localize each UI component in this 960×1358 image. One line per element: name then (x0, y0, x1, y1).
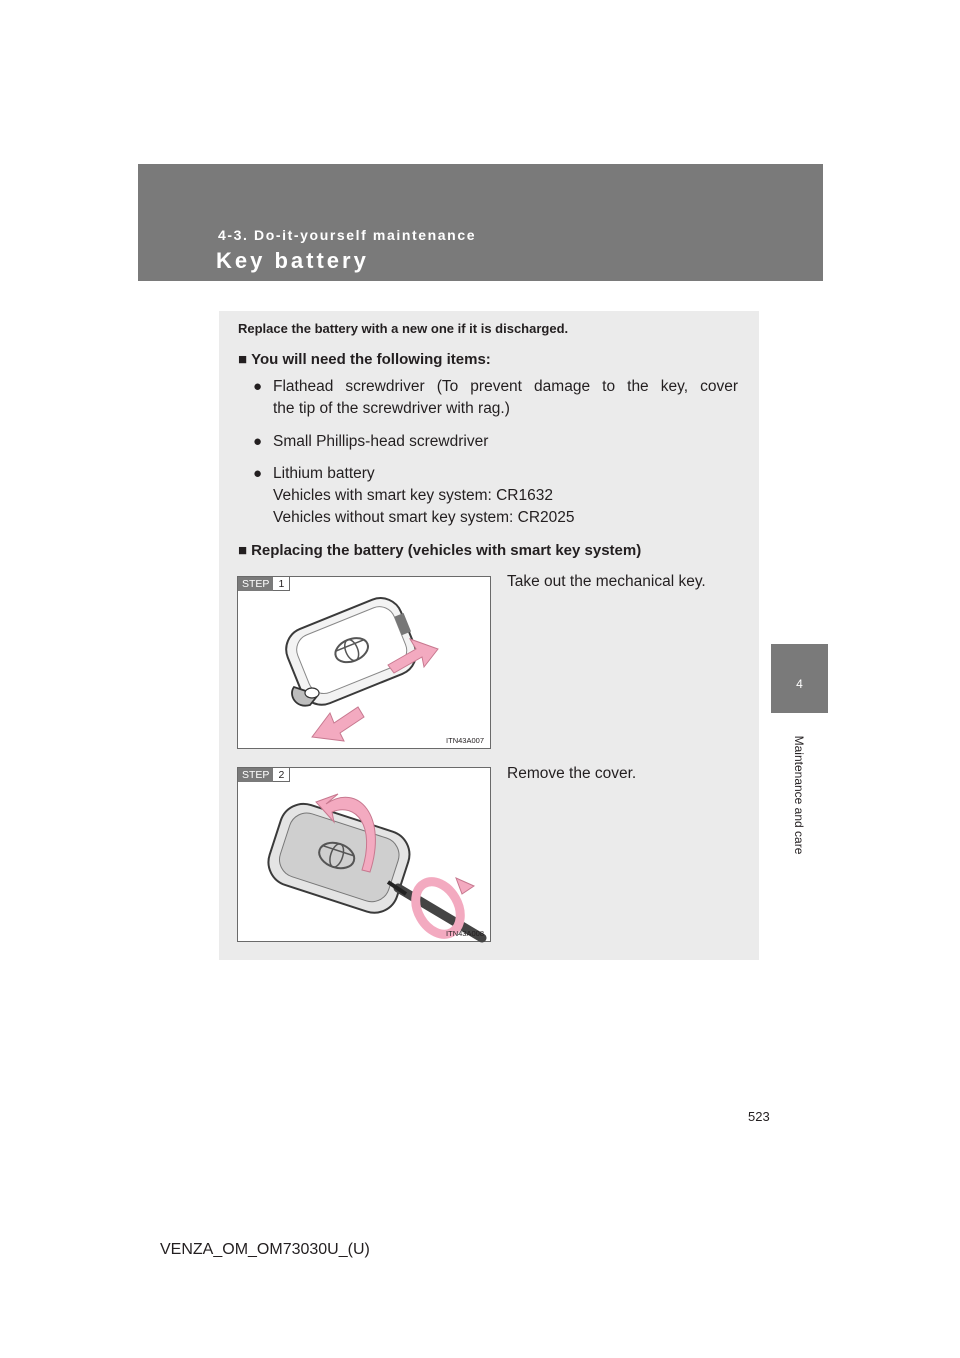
replace-heading (238, 542, 641, 559)
step-1-badge (238, 577, 290, 591)
page-number: 523 (748, 1109, 770, 1124)
item-line: Small Phillips-head screwdriver (273, 433, 489, 450)
replace-heading-text: Replacing the battery (vehicles with smart key system) (251, 542, 642, 559)
remove-mechanical-key-illustration (238, 577, 492, 750)
round-bullet-icon: ● (253, 465, 263, 482)
step-1-text: Take out the mechanical key. (507, 573, 706, 590)
chapter-tab[interactable] (771, 644, 828, 713)
content-box (219, 311, 759, 960)
step-2-text: Remove the cover. (507, 765, 637, 782)
step-number: 2 (273, 768, 290, 782)
chapter-number: 4 (796, 677, 803, 691)
header-band (138, 164, 823, 281)
item-line: the tip of the screwdriver with rag.) (273, 400, 510, 417)
item-line: Lithium battery (273, 465, 375, 482)
items-heading (238, 351, 491, 368)
list-item (253, 376, 738, 420)
step-1-figure (237, 576, 491, 749)
step-number: 1 (273, 577, 290, 591)
intro-text: Replace the battery with a new one if it is discharged. (238, 321, 569, 336)
item-line: Vehicles with smart key system: CR1632 (273, 487, 553, 504)
round-bullet-icon: ● (253, 433, 263, 450)
item-line: Vehicles without smart key system: CR2025 (273, 509, 575, 526)
page-title: Key battery (216, 248, 369, 273)
step-word: STEP (238, 577, 273, 591)
figure-code: ITN43A007 (446, 736, 484, 745)
chapter-label: Maintenance and care (792, 735, 806, 855)
figure-code: ITN43A008 (446, 929, 484, 938)
round-bullet-icon: ● (253, 378, 263, 395)
document-code: VENZA_OM_OM73030U_(U) (160, 1241, 370, 1258)
list-item (253, 463, 738, 529)
item-line: Flathead screwdriver (To prevent damage to the key, cover (273, 378, 738, 395)
step-2-figure (237, 767, 491, 942)
remove-cover-illustration (238, 768, 492, 943)
square-bullet-icon: ■ (238, 351, 248, 368)
section-label: 4-3. Do-it-yourself maintenance (218, 227, 477, 243)
list-item (253, 431, 738, 453)
square-bullet-icon: ■ (238, 542, 248, 559)
step-2-badge (238, 768, 290, 782)
items-heading-text: You will need the following items: (251, 351, 491, 368)
step-word: STEP (238, 768, 273, 782)
